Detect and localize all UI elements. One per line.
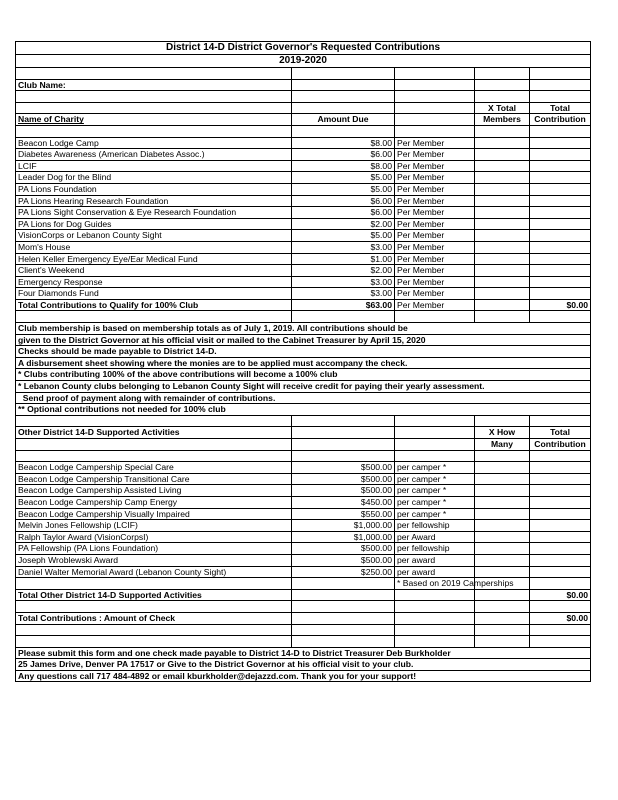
charity-row — [16, 137, 591, 149]
count-header-top: X How — [475, 427, 530, 439]
contribution-input[interactable] — [530, 288, 591, 300]
activity-contribution-input[interactable] — [530, 531, 591, 543]
amount-header: Amount Due — [292, 114, 395, 126]
blank-row — [16, 68, 591, 80]
charity-row — [16, 160, 591, 172]
contribution-input[interactable] — [530, 276, 591, 288]
activity-contribution-input[interactable] — [530, 566, 591, 578]
club-name-row — [16, 79, 591, 91]
charity-name: Diabetes Awareness (American Diabetes Assoc.) — [16, 149, 292, 161]
charity-row — [16, 265, 591, 277]
charity-amount: $3.00 — [292, 288, 395, 300]
activity-name: Beacon Lodge Campership Assisted Living — [16, 485, 292, 497]
activity-amount: $450.00 — [292, 496, 395, 508]
activity-name: Joseph Wroblewski Award — [16, 554, 292, 566]
count-input[interactable] — [475, 566, 530, 578]
activity-amount: $550.00 — [292, 508, 395, 520]
footer-text: Please submit this form and one check made payable to District 14-D to District Treasurer Deb Burkholder — [16, 647, 591, 659]
charity-name: Helen Keller Emergency Eye/Ear Medical Fund — [16, 253, 292, 265]
note-text: ** Optional contributions not needed for 100% club — [16, 404, 591, 416]
count-input[interactable] — [475, 554, 530, 566]
total-qualify-members[interactable] — [475, 299, 530, 311]
note-text: A disbursement sheet showing where the monies are to be applied must accompany the check. — [16, 357, 591, 369]
contribution-input[interactable] — [530, 218, 591, 230]
header-row — [16, 114, 591, 126]
activity-amount: $500.00 — [292, 554, 395, 566]
contribution-input[interactable] — [530, 265, 591, 277]
total-check-total: $0.00 — [530, 612, 591, 624]
charity-amount: $3.00 — [292, 276, 395, 288]
total-check-label: Total Contributions : Amount of Check — [16, 612, 292, 624]
contribution-input[interactable] — [530, 195, 591, 207]
activities-header-row — [16, 427, 591, 439]
activity-name: Daniel Walter Memorial Award (Lebanon County Sight) — [16, 566, 292, 578]
activity-unit: per camper * — [395, 462, 475, 474]
footer-text: Any questions call 717 484-4892 or email kburkholder@dejazzd.com. Thank you for your support! — [16, 670, 591, 682]
count-input[interactable] — [475, 520, 530, 532]
note-text: Send proof of payment along with remainder of contributions. — [16, 392, 591, 404]
charity-amount: $6.00 — [292, 207, 395, 219]
charity-row — [16, 230, 591, 242]
note-row — [16, 369, 591, 381]
charity-name: Four Diamonds Fund — [16, 288, 292, 300]
charity-amount: $5.00 — [292, 183, 395, 195]
total-header: Contribution — [530, 114, 591, 126]
members-input[interactable] — [475, 149, 530, 161]
activity-contribution-input[interactable] — [530, 485, 591, 497]
activity-contribution-input[interactable] — [530, 496, 591, 508]
notes-list — [16, 323, 591, 416]
activity-name: Melvin Jones Fellowship (LCIF) — [16, 520, 292, 532]
members-input[interactable] — [475, 195, 530, 207]
blank-row — [16, 125, 591, 137]
activity-amount: $1,000.00 — [292, 531, 395, 543]
note-text: given to the District Governor at his official visit or mailed to the Cabinet Treasurer by April 15, 2020 — [16, 334, 591, 346]
blank-row — [16, 450, 591, 462]
contribution-table — [15, 41, 591, 682]
blank-row — [16, 91, 591, 103]
form-title: District 14-D District Governor's Requested Contributions — [16, 42, 591, 55]
activity-unit: per camper * — [395, 473, 475, 485]
activity-contribution-input[interactable] — [530, 543, 591, 555]
activity-contribution-input[interactable] — [530, 508, 591, 520]
total-qualify-unit: Per Member — [395, 299, 475, 311]
charity-amount: $3.00 — [292, 241, 395, 253]
activity-name: PA Fellowship (PA Lions Foundation) — [16, 543, 292, 555]
charity-amount: $6.00 — [292, 149, 395, 161]
activity-row — [16, 531, 591, 543]
charity-amount: $5.00 — [292, 230, 395, 242]
note-text: * Lebanon County clubs belonging to Lebanon County Sight will receive credit for paying their yearly assessment. — [16, 381, 591, 393]
charity-amount: $5.00 — [292, 172, 395, 184]
charity-row — [16, 207, 591, 219]
camperships-note: * Based on 2019 Camperships — [395, 578, 475, 590]
contribution-input[interactable] — [530, 183, 591, 195]
charity-amount: $2.00 — [292, 218, 395, 230]
activity-unit: per camper * — [395, 485, 475, 497]
activity-row — [16, 543, 591, 555]
charity-unit: Per Member — [395, 207, 475, 219]
activity-unit: per fellowship — [395, 520, 475, 532]
activity-amount: $500.00 — [292, 485, 395, 497]
charity-header: Name of Charity — [16, 114, 292, 126]
note-row — [16, 392, 591, 404]
charity-name: PA Lions Hearing Research Foundation — [16, 195, 292, 207]
members-header: Members — [475, 114, 530, 126]
activity-unit: per award — [395, 554, 475, 566]
activity-total-header-top: Total — [530, 427, 591, 439]
charity-row — [16, 253, 591, 265]
charity-name: Mom's House — [16, 241, 292, 253]
blank-row — [16, 624, 591, 636]
total-header-top: Total — [530, 102, 591, 114]
charity-unit: Per Member — [395, 276, 475, 288]
charity-row — [16, 149, 591, 161]
total-qualify-label: Total Contributions to Qualify for 100% Club — [16, 299, 292, 311]
note-text: Checks should be made payable to District 14-D. — [16, 346, 591, 358]
title-row — [16, 42, 591, 55]
charity-unit: Per Member — [395, 218, 475, 230]
note-text: Club membership is based on membership totals as of July 1, 2019. All contributions should be — [16, 323, 591, 335]
members-input[interactable] — [475, 230, 530, 242]
charity-row — [16, 241, 591, 253]
contribution-input[interactable] — [530, 149, 591, 161]
count-input[interactable] — [475, 496, 530, 508]
activity-amount: $500.00 — [292, 473, 395, 485]
charity-unit: Per Member — [395, 230, 475, 242]
charity-row — [16, 195, 591, 207]
note-row — [16, 323, 591, 335]
activity-unit: per camper * — [395, 496, 475, 508]
members-input[interactable] — [475, 253, 530, 265]
activity-contribution-input[interactable] — [530, 520, 591, 532]
activity-row — [16, 520, 591, 532]
year-row — [16, 55, 591, 68]
charity-unit: Per Member — [395, 183, 475, 195]
contribution-input[interactable] — [530, 137, 591, 149]
charity-row — [16, 276, 591, 288]
header-row-top — [16, 102, 591, 114]
charity-list — [16, 137, 591, 299]
charity-amount: $1.00 — [292, 253, 395, 265]
camperships-note-row — [16, 578, 591, 590]
footer-row — [16, 670, 591, 682]
contribution-input[interactable] — [530, 253, 591, 265]
contribution-input[interactable] — [530, 160, 591, 172]
note-row — [16, 404, 591, 416]
form-year: 2019-2020 — [16, 55, 591, 68]
activity-row — [16, 485, 591, 497]
activity-row — [16, 473, 591, 485]
activity-name: Beacon Lodge Campership Visually Impaired — [16, 508, 292, 520]
note-text: * Clubs contributing 100% of the above contributions will become a 100% club — [16, 369, 591, 381]
activity-amount: $250.00 — [292, 566, 395, 578]
members-input[interactable] — [475, 288, 530, 300]
members-input[interactable] — [475, 172, 530, 184]
activity-name: Beacon Lodge Campership Camp Energy — [16, 496, 292, 508]
total-other-label: Total Other District 14-D Supported Activities — [16, 589, 292, 601]
total-qualify-amount: $63.00 — [292, 299, 395, 311]
activity-name: Beacon Lodge Campership Special Care — [16, 462, 292, 474]
activity-total-header: Contribution — [530, 439, 591, 451]
charity-unit: Per Member — [395, 137, 475, 149]
members-input[interactable] — [475, 265, 530, 277]
count-input[interactable] — [475, 543, 530, 555]
members-input[interactable] — [475, 207, 530, 219]
activity-amount: $1,000.00 — [292, 520, 395, 532]
count-input[interactable] — [475, 531, 530, 543]
charity-name: PA Lions for Dog Guides — [16, 218, 292, 230]
activities-header: Other District 14-D Supported Activities — [16, 427, 292, 439]
note-row — [16, 381, 591, 393]
total-other-total: $0.00 — [530, 589, 591, 601]
blank-row — [16, 601, 591, 613]
activity-contribution-input[interactable] — [530, 473, 591, 485]
blank-row — [16, 636, 591, 648]
charity-unit: Per Member — [395, 288, 475, 300]
activities-header-row-2 — [16, 439, 591, 451]
club-name-label: Club Name: — [16, 79, 292, 91]
total-qualify-total: $0.00 — [530, 299, 591, 311]
activity-row — [16, 508, 591, 520]
charity-amount: $8.00 — [292, 160, 395, 172]
charity-unit: Per Member — [395, 241, 475, 253]
activity-row — [16, 566, 591, 578]
charity-amount: $8.00 — [292, 137, 395, 149]
footer-notes — [16, 647, 591, 682]
footer-row — [16, 647, 591, 659]
count-header: Many — [475, 439, 530, 451]
activity-amount: $500.00 — [292, 462, 395, 474]
activity-contribution-input[interactable] — [530, 462, 591, 474]
charity-amount: $2.00 — [292, 265, 395, 277]
total-other-row — [16, 589, 591, 601]
activity-name: Ralph Taylor Award (VisionCorpsI) — [16, 531, 292, 543]
activity-contribution-input[interactable] — [530, 554, 591, 566]
activity-amount: $500.00 — [292, 543, 395, 555]
charity-row — [16, 218, 591, 230]
activity-row — [16, 496, 591, 508]
note-row — [16, 334, 591, 346]
charity-unit: Per Member — [395, 265, 475, 277]
charity-name: PA Lions Foundation — [16, 183, 292, 195]
members-input[interactable] — [475, 218, 530, 230]
activity-unit: per award — [395, 566, 475, 578]
activity-unit: per fellowship — [395, 543, 475, 555]
club-name-field[interactable] — [292, 79, 395, 91]
charity-name: PA Lions Sight Conservation & Eye Research Foundation — [16, 207, 292, 219]
charity-row — [16, 183, 591, 195]
charity-unit: Per Member — [395, 160, 475, 172]
charity-unit: Per Member — [395, 172, 475, 184]
charity-unit: Per Member — [395, 253, 475, 265]
members-input[interactable] — [475, 183, 530, 195]
activity-list — [16, 462, 591, 578]
charity-row — [16, 288, 591, 300]
contribution-input[interactable] — [530, 241, 591, 253]
note-row — [16, 357, 591, 369]
contribution-input[interactable] — [530, 207, 591, 219]
charity-name: Beacon Lodge Camp — [16, 137, 292, 149]
charity-unit: Per Member — [395, 149, 475, 161]
count-input[interactable] — [475, 508, 530, 520]
activity-unit: per camper * — [395, 508, 475, 520]
note-row — [16, 346, 591, 358]
charity-row — [16, 172, 591, 184]
total-check-row — [16, 612, 591, 624]
charity-unit: Per Member — [395, 195, 475, 207]
count-input[interactable] — [475, 485, 530, 497]
count-input[interactable] — [475, 462, 530, 474]
charity-name: Leader Dog for the Blind — [16, 172, 292, 184]
charity-amount: $6.00 — [292, 195, 395, 207]
contribution-input[interactable] — [530, 230, 591, 242]
blank-row — [16, 311, 591, 323]
activity-row — [16, 462, 591, 474]
footer-row — [16, 659, 591, 671]
total-qualify-row — [16, 299, 591, 311]
members-header-top: X Total — [475, 102, 530, 114]
charity-name: LCIF — [16, 160, 292, 172]
contribution-input[interactable] — [530, 172, 591, 184]
count-input[interactable] — [475, 473, 530, 485]
members-input[interactable] — [475, 241, 530, 253]
charity-name: Emergency Response — [16, 276, 292, 288]
blank-row — [16, 415, 591, 427]
members-input[interactable] — [475, 276, 530, 288]
charity-name: VisionCorps or Lebanon County Sight — [16, 230, 292, 242]
members-input[interactable] — [475, 160, 530, 172]
charity-name: Client's Weekend — [16, 265, 292, 277]
activity-unit: per Award — [395, 531, 475, 543]
activity-name: Beacon Lodge Campership Transitional Care — [16, 473, 292, 485]
members-input[interactable] — [475, 137, 530, 149]
contribution-form — [15, 41, 590, 682]
activity-row — [16, 554, 591, 566]
footer-text: 25 James Drive, Denver PA 17517 or Give to the District Governor at his official visit to your club. — [16, 659, 591, 671]
